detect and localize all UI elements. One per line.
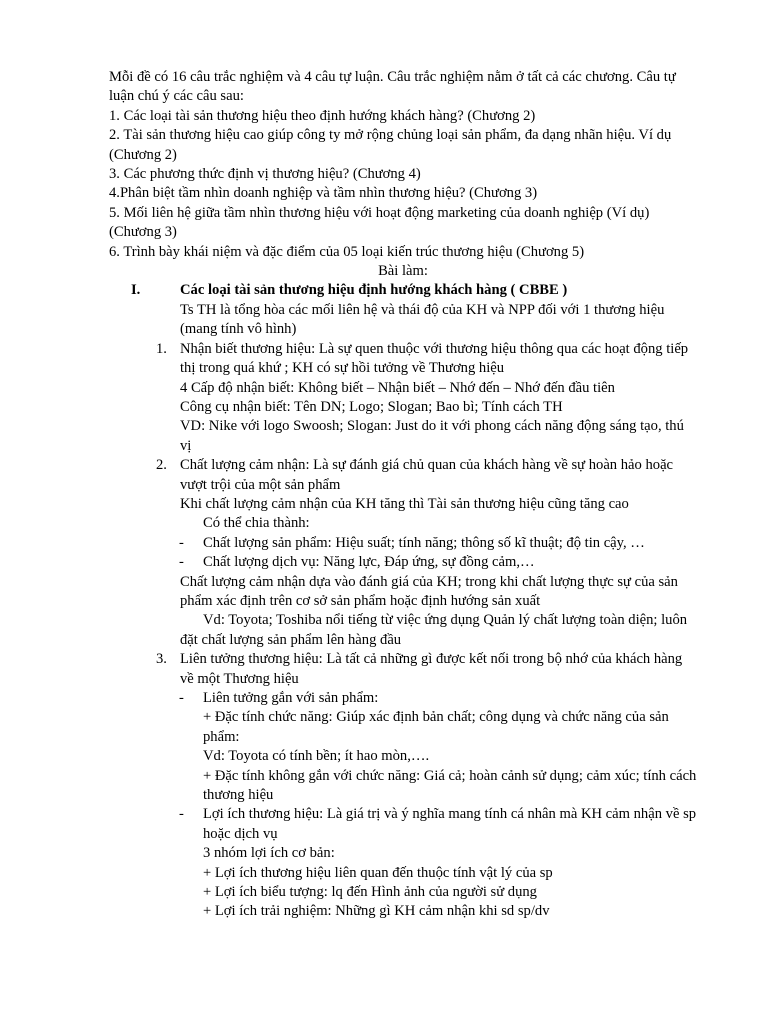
item-2-bullet-1	[109, 534, 697, 553]
item-2-bullet-1-text: Chất lượng sản phẩm: Hiệu suất; tính năng; thông số kĩ thuật; độ tin cậy, …	[203, 534, 645, 551]
intro-paragraph: Mỗi đề có 16 câu trắc nghiệm và 4 câu tự luận. Câu trắc nghiệm nằm ở tất cả các chương. Câu tự luận chú ý các câu sau:	[109, 69, 676, 105]
section-1-title: Các loại tài sản thương hiệu định hướng khách hàng ( CBBE )	[180, 282, 568, 299]
item-2-bullet-2	[109, 553, 697, 572]
item-2-number: 2.	[156, 457, 167, 474]
item-3-bullet-2-line-2: + Lợi ích thương hiệu liên quan đến thuộc tính vật lý của sp	[203, 864, 553, 881]
item-2	[109, 456, 697, 495]
item-3-bullet-2-line-3: + Lợi ích biểu tượng: lq đến Hình ảnh của người sử dụng	[203, 884, 537, 901]
question-5: 5. Mối liên hệ giữa tầm nhìn thương hiệu với hoạt động marketing của doanh nghiệp (Ví dụ) (Chương 3)	[109, 204, 650, 241]
item-2-basis: Chất lượng cảm nhận dựa vào đánh giá của KH; trong khi chất lượng thực sự của sản phẩm xác định trên cơ sở sản phẩm hoặc định hướng sản xuất	[180, 573, 678, 609]
answer-heading: Bài làm:	[378, 263, 428, 280]
item-2-effect: Khi chất lượng cảm nhận của KH tăng thì Tài sản thương hiệu cũng tăng cao	[180, 495, 629, 512]
question-1: 1. Các loại tài sản thương hiệu theo định hướng khách hàng? (Chương 2)	[109, 107, 536, 124]
item-1-number: 1.	[156, 340, 167, 357]
item-2-bullet-2-text: Chất lượng dịch vụ: Năng lực, Đáp ứng, sự đồng cảm,…	[203, 554, 535, 571]
item-2-example-text: Vd: Toyota; Toshiba nổi tiếng từ việc ứng dụng Quản lý chất lượng toàn diện; luôn đặt chất lượng sản phẩm lên hàng đầu	[180, 612, 688, 648]
document-body	[109, 68, 697, 922]
dash-marker: -	[179, 554, 184, 571]
section-1-number: I.	[131, 282, 141, 299]
item-1-example: VD: Nike với logo Swoosh; Slogan: Just do it với phong cách năng động sáng tạo, thú vị	[180, 418, 684, 454]
item-1-text: Nhận biết thương hiệu: Là sự quen thuộc với thương hiệu thông qua các hoạt động tiếp thị trong quá khứ ; KH có sự hồi tưởng về Thương hiệu	[180, 340, 689, 377]
item-1-levels: 4 Cấp độ nhận biết: Không biết – Nhận biết – Nhớ đến – Nhớ đến đầu tiên	[180, 379, 615, 396]
item-2-divide: Có thể chia thành:	[203, 515, 310, 532]
dash-marker: -	[179, 534, 184, 551]
item-3-text: Liên tưởng thương hiệu: Là tất cả những gì được kết nối trong bộ nhớ của khách hàng về một Thương hiệu	[180, 651, 683, 687]
item-3-bullet-2	[109, 805, 697, 844]
item-3-number: 3.	[156, 651, 167, 668]
question-4: 4.Phân biệt tầm nhìn doanh nghiệp và tầm nhìn thương hiệu? (Chương 3)	[109, 185, 538, 202]
question-2: 2. Tài sản thương hiệu cao giúp công ty mở rộng chủng loại sản phẩm, đa dạng nhãn hiệu. Ví dụ (Chương 2)	[109, 127, 672, 163]
item-3-bullet-1-line-3: + Đặc tính không gắn với chức năng: Giá cả; hoàn cảnh sử dụng; cảm xúc; tính cách thương hiệu	[203, 767, 697, 804]
item-3-bullet-1	[109, 689, 697, 708]
item-3	[109, 650, 697, 689]
item-2-text: Chất lượng cảm nhận: Là sự đánh giá chủ quan của khách hàng về sự hoàn hảo hoặc vượt trội của một sản phẩm	[180, 457, 674, 493]
question-6: 6. Trình bày khái niệm và đặc điểm của 05 loại kiến trúc thương hiệu (Chương 5)	[109, 243, 585, 260]
question-3: 3. Các phương thức định vị thương hiệu? (Chương 4)	[109, 166, 421, 183]
item-3-bullet-1-line-1: + Đặc tính chức năng: Giúp xác định bản chất; công dụng và chức năng của sản phẩm:	[203, 709, 669, 745]
item-2-example	[109, 611, 697, 650]
section-1-definition: Ts TH là tổng hòa các mối liên hệ và thái độ của KH và NPP đối với 1 thương hiệu (mang tính vô hình)	[180, 301, 665, 338]
item-3-bullet-2-line-1: 3 nhóm lợi ích cơ bản:	[203, 845, 335, 862]
section-1	[109, 281, 697, 300]
dash-marker: -	[179, 690, 184, 706]
dash-marker: -	[179, 806, 184, 823]
item-1-tools: Công cụ nhận biết: Tên DN; Logo; Slogan; Bao bì; Tính cách TH	[180, 398, 563, 415]
item-1	[109, 340, 697, 379]
item-3-bullet-1-line-2: Vd: Toyota có tính bền; ít hao mòn,….	[203, 748, 430, 765]
item-3-bullet-2-line-4: + Lợi ích trải nghiệm: Những gì KH cảm nhận khi sd sp/dv	[203, 903, 550, 920]
item-3-bullet-1-label: Liên tưởng gắn với sản phẩm:	[203, 690, 379, 706]
item-3-bullet-2-label: Lợi ích thương hiệu: Là giá trị và ý nghĩa mang tính cá nhân mà KH cảm nhận về sp hoặc dịch vụ	[203, 806, 697, 842]
